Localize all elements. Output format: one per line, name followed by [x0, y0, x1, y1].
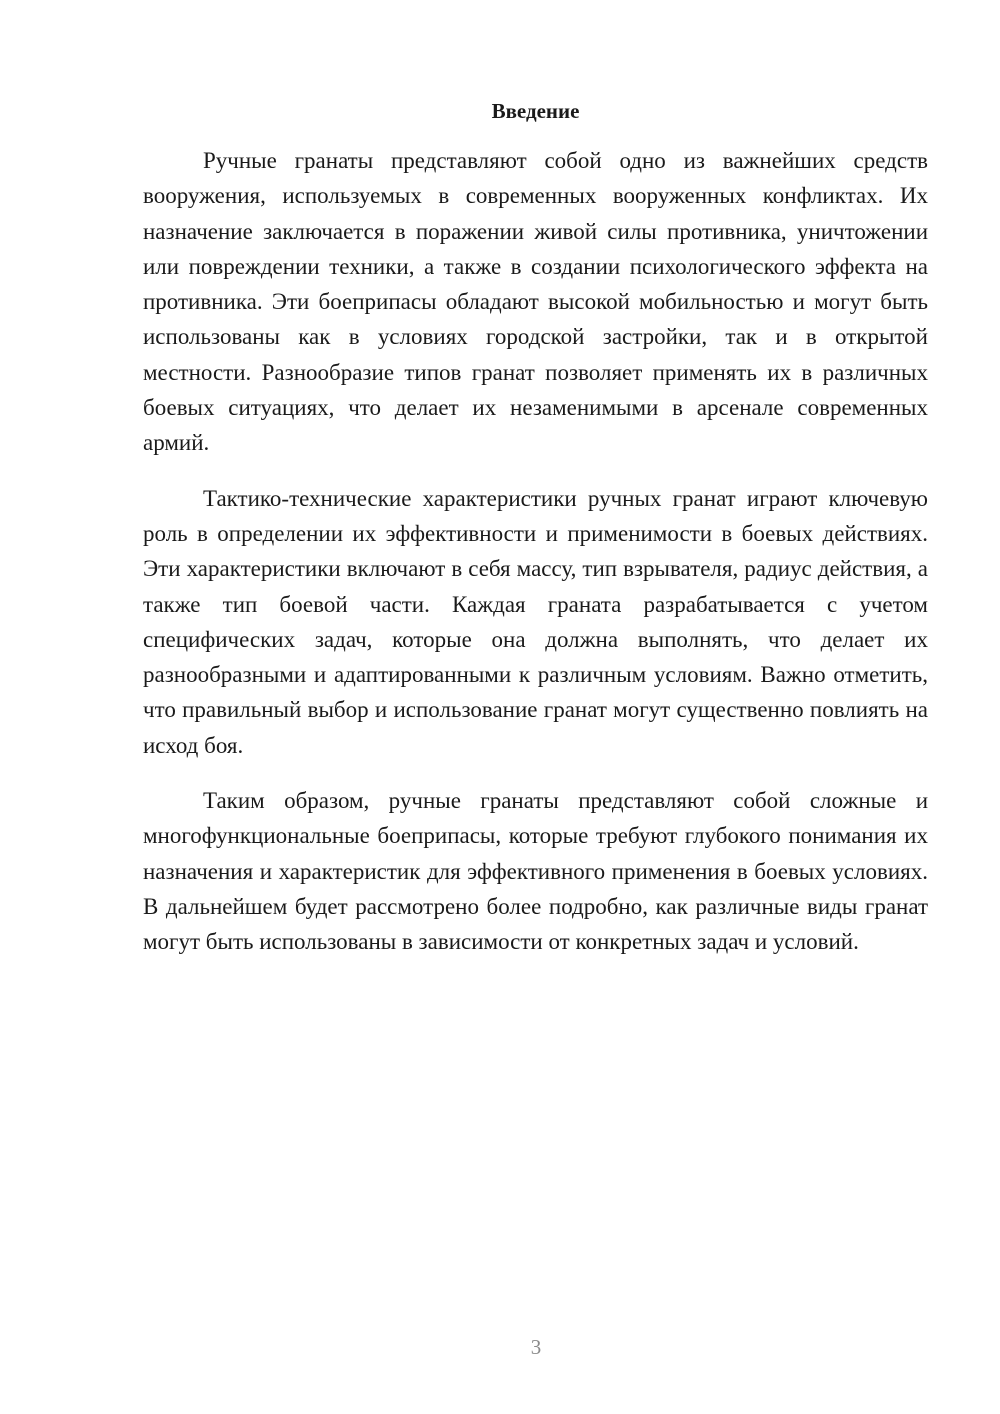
section-heading: Введение: [491, 99, 580, 123]
page-number: 3: [530, 1335, 542, 1359]
body-text: [143, 143, 928, 980]
paragraph-introduction: Ручные гранаты представляют собой одно из важнейших средств вооружения, используемых в современных вооруженных конфликтах. Их назначение заключается в поражении живой силы противника, уничтожении или повреждении техники, а также в создании психологического эффекта на противника. Эти боеприпасы обладают высокой мобильностью и могут быть использованы как в условиях городской застройки, так и в открытой местности. Разнообразие типов гранат позволяет применять их в различных боевых ситуациях, что делает их незаменимыми в арсенале современных армий.: [143, 148, 928, 456]
paragraph-conclusion: Таким образом, ручные гранаты представляют собой сложные и многофункциональные боеприпасы, которые требуют глубокого понимания их назначения и характеристик для эффективного применения в боевых условиях. В дальнейшем будет рассмотрено более подробно, как различные виды гранат могут быть использованы в зависимости от конкретных задач и условий.: [143, 788, 928, 955]
paragraph-characteristics: Тактико-технические характеристики ручных гранат играют ключевую роль в определении их эффективности и применимости в боевых действиях. Эти характеристики включают в себя массу, тип взрывателя, радиус действия, а также тип боевой части. Каждая граната разрабатывается с учетом специфических задач, которые она должна выполнять, что делает их разнообразными и адаптированными к различным условиям. Важно отметить, что правильный выбор и использование гранат могут существенно повлиять на исход боя.: [143, 485, 928, 758]
